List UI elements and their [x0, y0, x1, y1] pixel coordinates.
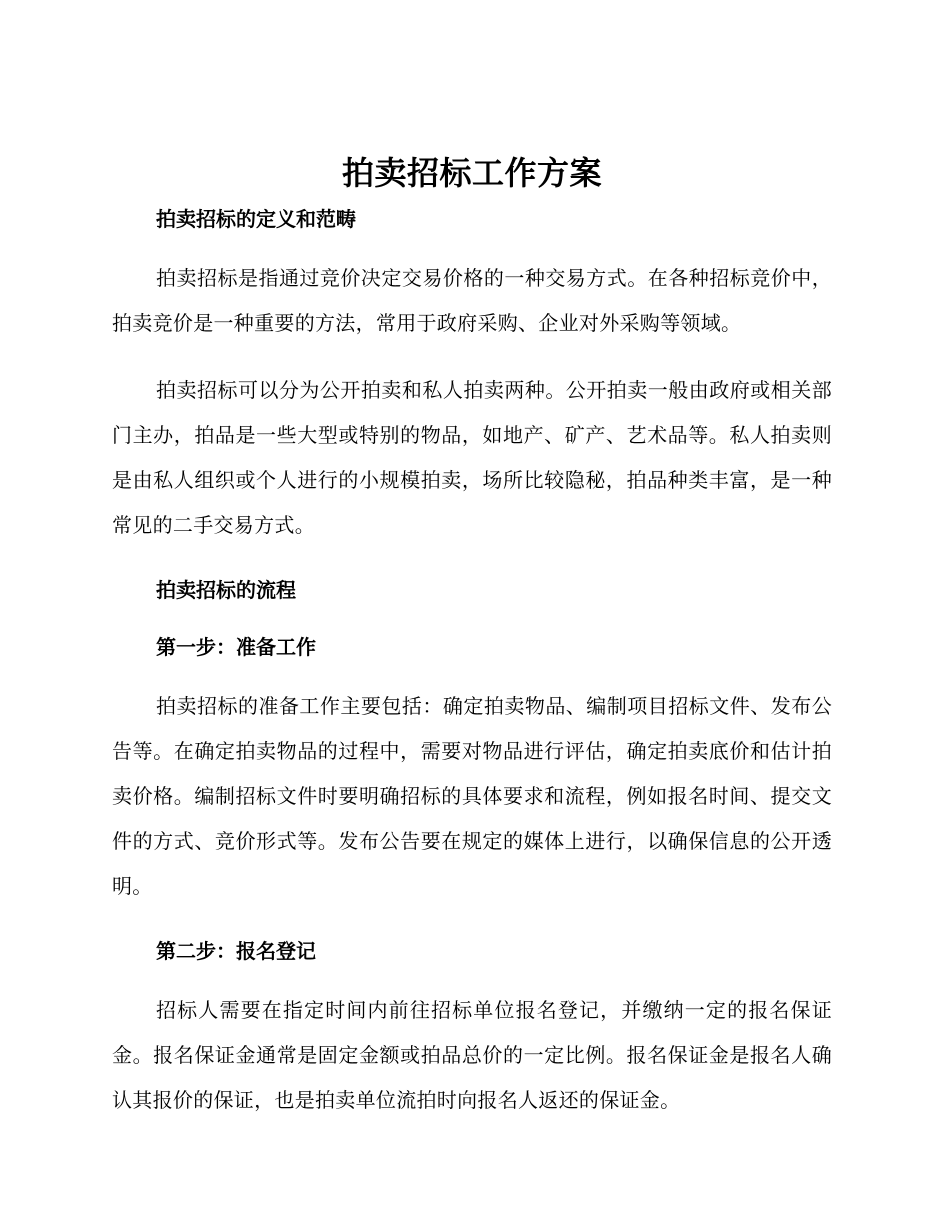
paragraph-definition-2: 拍卖招标可以分为公开拍卖和私人拍卖两种。公开拍卖一般由政府或相关部门主办，拍品是一些大型或特别的物品，如地产、矿产、艺术品等。私人拍卖则是由私人组织或个人进行的小规模拍卖，场所比较隐秘，拍品种类丰富，是一种常见的二手交易方式。	[112, 378, 832, 537]
paragraph-step-2: 招标人需要在指定时间内前往招标单位报名登记，并缴纳一定的报名保证金。报名保证金通常是固定金额或拍品总价的一定比例。报名保证金是报名人确认其报价的保证，也是拍卖单位流拍时向报名人返还的保证金。	[112, 998, 832, 1112]
document-page	[112, 148, 832, 1123]
paragraph-definition-1: 拍卖招标是指通过竞价决定交易价格的一种交易方式。在各种招标竞价中，拍卖竞价是一种重要的方法，常用于政府采购、企业对外采购等领域。	[112, 266, 832, 335]
section-heading-process: 拍卖招标的流程	[156, 578, 296, 602]
paragraph-step-1: 拍卖招标的准备工作主要包括：确定拍卖物品、编制项目招标文件、发布公告等。在确定拍卖物品的过程中，需要对物品进行评估，确定拍卖底价和估计拍卖价格。编制招标文件时要明确招标的具体要求和流程，例如报名时间、提交文件的方式、竞价形式等。发布公告要在规定的媒体上进行，以确保信息的公开透明。	[112, 694, 832, 898]
section-heading-definition: 拍卖招标的定义和范畴	[156, 207, 356, 231]
section-heading-step-2: 第二步：报名登记	[156, 939, 316, 963]
section-heading-step-1: 第一步：准备工作	[156, 635, 316, 659]
document-title: 拍卖招标工作方案	[341, 154, 602, 192]
